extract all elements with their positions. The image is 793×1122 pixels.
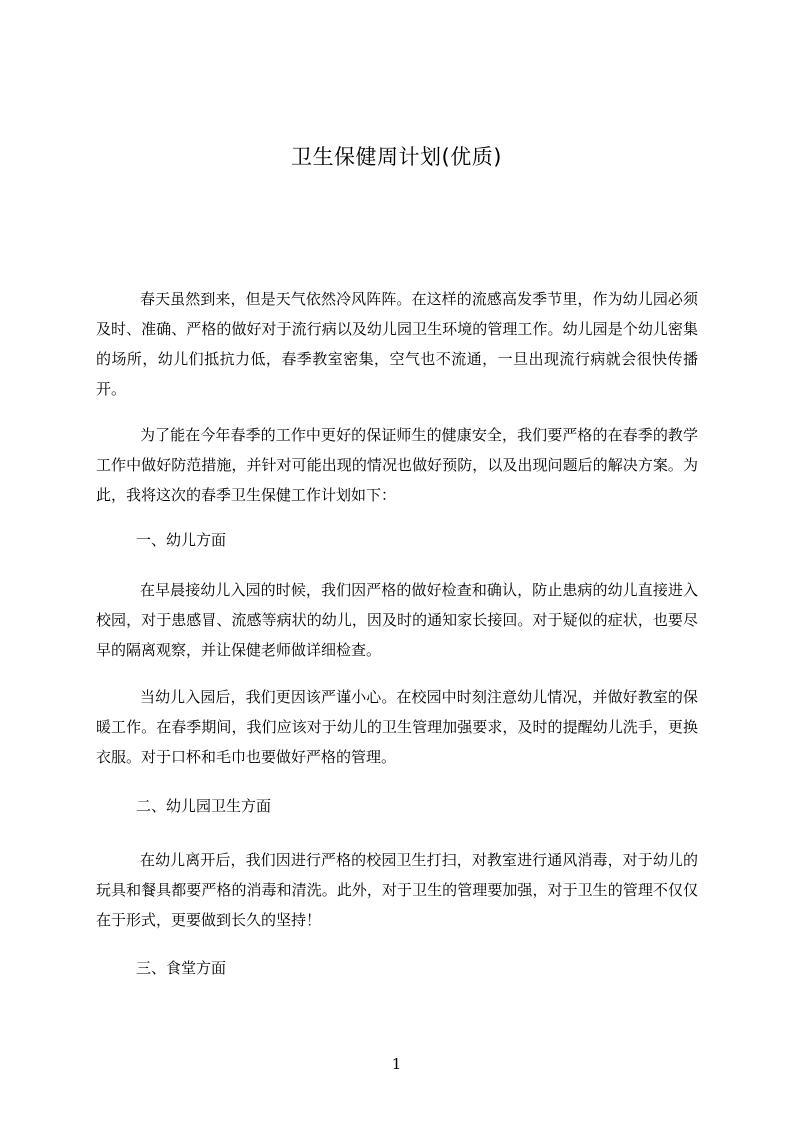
- page-number: 1: [391, 1055, 402, 1073]
- paragraph-intro: 春天虽然到来，但是天气依然冷风阵阵。在这样的流感高发季节里，作为幼儿园必须及时、准确、严格的做好对于流行病以及幼儿园卫生环境的管理工作。幼儿园是个幼儿密集的场所，幼儿们抵抗力低，春季教室密集，空气也不流通，一旦出现流行病就会很快传播开。: [96, 290, 698, 398]
- paragraph-purpose: 为了能在今年春季的工作中更好的保证师生的健康安全，我们要严格的在春季的教学工作中做好防范措施，并针对可能出现的情况也做好预防，以及出现问题后的解决方案。为此，我将这次的春季卫生保健工作计划如下：: [96, 426, 698, 504]
- document-title: 卫生保健周计划(优质): [291, 145, 502, 169]
- paragraph-morning-check: 在早晨接幼儿入园的时候，我们因严格的做好检查和确认，防止患病的幼儿直接进入校园，对于患感冒、流感等病状的幼儿，因及时的通知家长接回。对于疑似的症状，也要尽早的隔离观察，并让保健老师做详细检查。: [96, 581, 698, 659]
- paragraph-cleaning: 在幼儿离开后，我们因进行严格的校园卫生打扫，对教室进行通风消毒，对于幼儿的玩具和餐具都要严格的消毒和清洗。此外，对于卫生的管理要加强，对于卫生的管理不仅仅在于形式，更要做到长久的坚持！: [96, 851, 698, 929]
- section-heading-children: 一、幼儿方面: [136, 531, 227, 549]
- paragraph-in-school-care: 当幼儿入园后，我们更因该严谨小心。在校园中时刻注意幼儿情况，并做好教室的保暖工作。在春季期间，我们应该对于幼儿的卫生管理加强要求，及时的提醒幼儿洗手，更换衣服。对于口杯和毛巾也要做好严格的管理。: [96, 688, 698, 766]
- section-heading-kindergarten-hygiene: 二、幼儿园卫生方面: [136, 797, 272, 815]
- section-heading-canteen: 三、食堂方面: [136, 959, 227, 977]
